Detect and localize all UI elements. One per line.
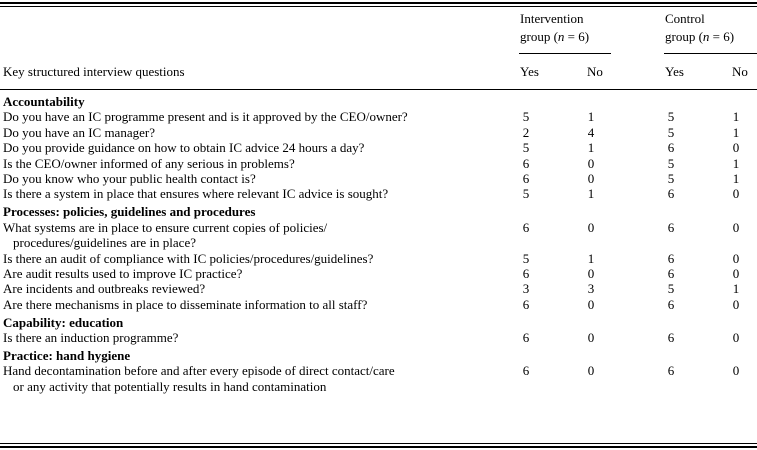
question-text: Is there an audit of compliance with IC policies/procedures/guidelines? (3, 250, 374, 266)
intervention-no-value: 0 (587, 219, 595, 235)
control-no-value: 1 (732, 281, 740, 297)
control-no-value: 0 (732, 250, 740, 266)
control-no-value: 0 (732, 140, 740, 156)
question-text: Do you have an IC programme present and is it approved by the CEO/owner? (3, 109, 408, 125)
control-yes-value: 6 (667, 330, 675, 345)
intervention-yes-value: 3 (522, 281, 530, 297)
control-header-line2: group (n = 6) (665, 29, 735, 44)
question-text: Is there a system in place that ensures where relevant IC advice is sought? (3, 186, 389, 202)
intervention-no-value: 4 (587, 124, 595, 140)
intervention-header-line2: group (n = 6) (520, 29, 590, 44)
control-yes-value: 6 (667, 296, 675, 312)
intervention-no-value: 0 (587, 155, 595, 171)
control-yes-value: 6 (667, 140, 675, 156)
control-no-value: 0 (732, 363, 740, 379)
intervention-underline (519, 53, 611, 54)
control-underline (664, 53, 757, 54)
intervention-no-value: 0 (587, 330, 595, 345)
top-rule-thick (0, 2, 757, 4)
intervention-no-value: 1 (587, 186, 595, 202)
question-text: Do you have an IC manager? (3, 124, 155, 140)
intervention-yes-value: 6 (522, 219, 530, 235)
question-text: Is there an induction programme? (3, 330, 179, 345)
control-no-value: 0 (732, 186, 740, 202)
control-yes-value: 6 (667, 219, 675, 235)
header-rule (0, 89, 757, 90)
intervention-no-value: 0 (587, 296, 595, 312)
intervention-no-value: 3 (587, 281, 595, 297)
control-no-value: 1 (732, 109, 740, 125)
bottom-rule-thick (0, 446, 757, 448)
intervention-yes-header: Yes (520, 64, 539, 79)
top-rule-thin (0, 6, 757, 7)
intervention-no-value: 1 (587, 140, 595, 156)
control-yes-value: 5 (667, 281, 675, 297)
control-yes-value: 5 (667, 109, 675, 125)
intervention-yes-value: 6 (522, 155, 530, 171)
question-text: Do you provide guidance on how to obtain IC advice 24 hours a day? (3, 140, 365, 156)
control-no-value: 1 (732, 171, 740, 186)
question-text-continuation: or any activity that potentially results in hand contamination (13, 378, 327, 394)
intervention-no-value: 0 (587, 171, 595, 186)
control-no-header: No (732, 64, 748, 79)
control-yes-value: 6 (667, 265, 675, 281)
intervention-yes-value: 6 (522, 363, 530, 379)
control-yes-header: Yes (665, 64, 684, 79)
question-text: Is the CEO/owner informed of any serious in problems? (3, 155, 295, 171)
intervention-no-value: 1 (587, 109, 595, 125)
control-yes-value: 5 (667, 124, 675, 140)
question-text: Are audit results used to improve IC practice? (3, 265, 243, 281)
control-header-line1: Control (665, 11, 705, 26)
intervention-no-value: 0 (587, 363, 595, 379)
question-text: Are incidents and outbreaks reviewed? (3, 281, 206, 297)
control-no-value: 0 (732, 219, 740, 235)
intervention-yes-value: 5 (522, 140, 530, 156)
section-heading: Accountability (3, 94, 85, 109)
section-heading: Processes: policies, guidelines and procedures (3, 204, 256, 220)
question-column-header: Key structured interview questions (3, 64, 185, 79)
section-heading: Capability: education (3, 314, 124, 330)
section-heading: Practice: hand hygiene (3, 347, 131, 363)
control-no-value: 1 (732, 124, 740, 140)
intervention-yes-value: 6 (522, 296, 530, 312)
control-no-value: 0 (732, 296, 740, 312)
intervention-yes-value: 5 (522, 186, 530, 202)
intervention-yes-value: 5 (522, 250, 530, 266)
control-no-value: 1 (732, 155, 740, 171)
intervention-yes-value: 6 (522, 171, 530, 186)
control-yes-value: 6 (667, 186, 675, 202)
intervention-no-header: No (587, 64, 603, 79)
intervention-yes-value: 5 (522, 109, 530, 125)
intervention-no-value: 1 (587, 250, 595, 266)
control-no-value: 0 (732, 330, 740, 345)
intervention-yes-value: 6 (522, 330, 530, 345)
control-no-value: 0 (732, 265, 740, 281)
control-yes-value: 5 (667, 155, 675, 171)
question-text: Are there mechanisms in place to disseminate information to all staff? (3, 296, 368, 312)
intervention-yes-value: 2 (522, 124, 530, 140)
question-text: Hand decontamination before and after every episode of direct contact/care (3, 363, 395, 379)
question-text: What systems are in place to ensure current copies of policies/ (3, 219, 328, 235)
question-text: Do you know who your public health contact is? (3, 171, 256, 186)
control-yes-value: 5 (667, 171, 675, 186)
control-yes-value: 6 (667, 250, 675, 266)
control-yes-value: 6 (667, 363, 675, 379)
intervention-yes-value: 6 (522, 265, 530, 281)
intervention-header-line1: Intervention (520, 11, 584, 26)
bottom-rule-thin (0, 443, 757, 444)
intervention-no-value: 0 (587, 265, 595, 281)
question-text-continuation: procedures/guidelines are in place? (13, 235, 196, 251)
